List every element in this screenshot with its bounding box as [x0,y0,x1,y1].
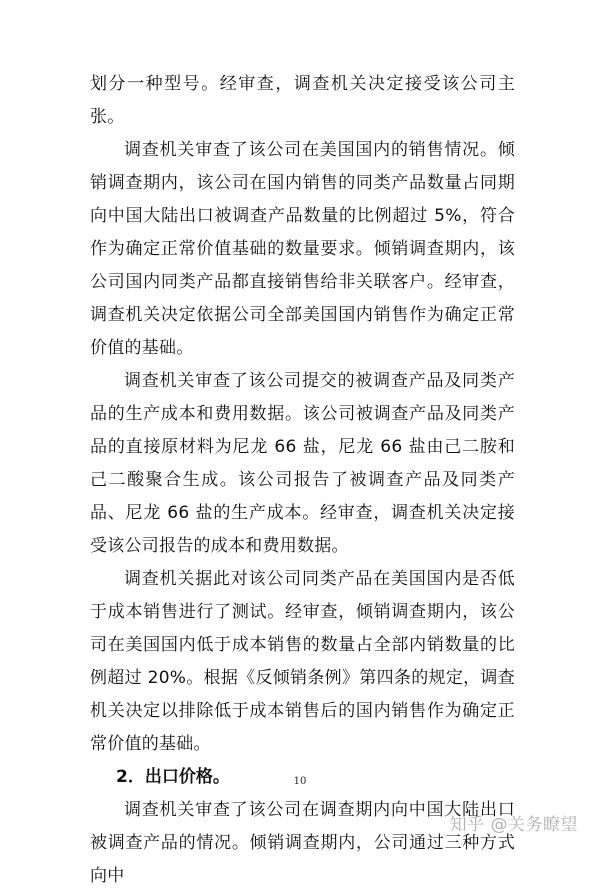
paragraph-continuation: 划分一种型号。经审查，调查机关决定接受该公司主张。 [90,74,515,127]
paragraph-domestic-sales: 调查机关审查了该公司在美国国内的销售情况。倾销调查期内，该公司在国内销售的同类产品数量占同期向中国大陆出口被调查产品数量的比例超过 5%，符合作为确定正常价值基础的数量要求。倾销调查期内，该公司国内同类产品都直接销售给非关联客户。经审查，调查机关决定依据公司全部美国国内销售作为确定正常价值的基础。 [90,140,515,358]
page-number: 10 [293,776,307,787]
paragraph-export-sales: 调查机关审查了该公司在调查期内向中国大陆出口被调查产品的情况。倾销调查期内，公司通过三种方式向中 [90,800,515,886]
paragraph-production-cost: 调查机关审查了该公司提交的被调查产品及同类产品的生产成本和费用数据。该公司被调查产品及同类产品的直接原材料为尼龙 66 盐，尼龙 66 盐由己二胺和己二酸聚合生成。该公司报告了被调查产品及同类产品、尼龙 66 盐的生产成本。经审查，调查机关决定接受该公司报告的成本和费用数据。 [90,371,515,556]
document-body [90,68,515,893]
paragraph-below-cost-test: 调查机关据此对该公司同类产品在美国国内是否低于成本销售进行了测试。经审查，倾销调查期内，该公司在美国国内低于成本销售的数量占全部内销数量的比例超过 20%。根据《反倾销条例》第四条的规定，调查机关决定以排除低于成本销售后的国内销售作为确定正常价值的基础。 [90,569,515,754]
section-heading-export-price: 2．出口价格。 [116,767,230,787]
zhihu-watermark: 知乎 @关务瞭望 [449,815,578,835]
